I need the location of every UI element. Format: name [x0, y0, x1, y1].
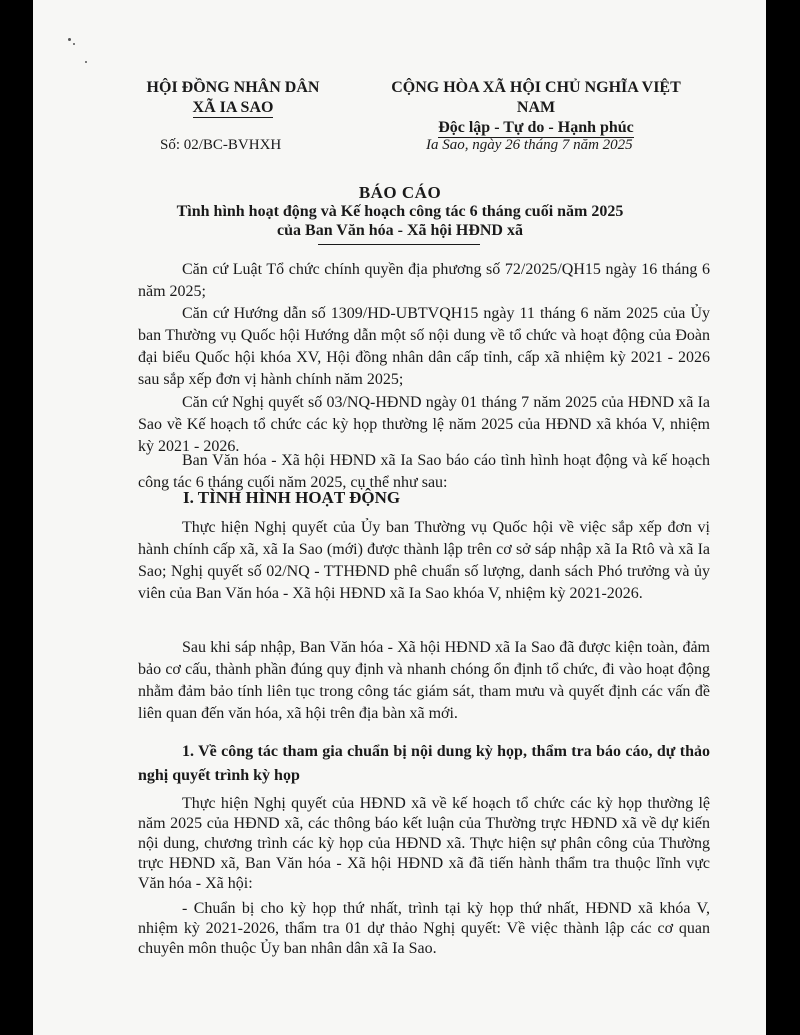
national-title: CỘNG HÒA XÃ HỘI CHỦ NGHĨA VIỆT NAM — [391, 79, 681, 116]
document-number: Số: 02/BC-BVHXH — [160, 137, 282, 153]
paragraph-activities-1: Thực hiện Nghị quyết của Ủy ban Thường vụ Quốc hội về việc sắp xếp đơn vị hành chính cấp xã, xã Ia Sao (mới) được thành lập trên cơ sở sáp nhập xã Ia Rtô và xã Ia Sao; Nghị quyết số 02/NQ - TTHĐND phê chuẩn số lượng, danh sách Phó trưởng và ủy viên của Ban Văn hóa - Xã hội HĐND xã Ia Sao khóa V, nhiệm kỳ 2021-2026. — [138, 519, 710, 602]
scan-speck — [68, 38, 71, 41]
national-motto: Độc lập - Tự do - Hạnh phúc — [438, 119, 634, 136]
paragraph-intro: Ban Văn hóa - Xã hội HĐND xã Ia Sao báo cáo tình hình hoạt động và kế hoạch công tác 6 tháng cuối năm 2025, cụ thể như sau: — [138, 452, 710, 491]
section-heading-activities: I. TÌNH HÌNH HOẠT ĐỘNG — [183, 488, 401, 507]
report-title: BÁO CÁO — [358, 183, 442, 202]
paragraph-legal-basis-2: Căn cứ Hướng dẫn số 1309/HD-UBTVQH15 ngày 11 tháng 6 năm 2025 của Ủy ban Thường vụ Quốc hội Hướng dẫn một số nội dung về tổ chức và hoạt động của Đoàn đại biểu Quốc hội khóa XV, Hội đồng nhân dân cấp tỉnh, cấp xã nhiệm kỳ 2021 - 2026 sau sắp xếp đơn vị hành chính năm 2025; — [138, 305, 710, 388]
issuer-name: HỘI ĐỒNG NHÂN DÂN — [146, 79, 320, 96]
title-underline — [318, 244, 480, 245]
paragraph-activities-2: Sau khi sáp nhập, Ban Văn hóa - Xã hội HĐND xã Ia Sao đã được kiện toàn, đảm bảo cơ cấu, thành phần đúng quy định và nhanh chóng ổn định tổ chức, đi vào hoạt động nhằm đảm bảo tính liên tục trong công tác giám sát, tham mưu và quyết định các vấn đề liên quan đến văn hóa, xã hội trên địa bàn xã mới. — [138, 639, 710, 722]
issuer-block — [143, 78, 323, 118]
report-subtitle: Tình hình hoạt động và Kế hoạch công tác 6 tháng cuối năm 2025 — [176, 203, 624, 220]
paragraph-first-session: - Chuẩn bị cho kỳ họp thứ nhất, trình tại kỳ họp thứ nhất, HĐND xã khóa V, nhiệm kỳ 2021-2026, thẩm tra 01 dự thảo Nghị quyết: Về việc thành lập các cơ quan chuyên môn thuộc Ủy ban nhân dân xã Ia Sao. — [138, 900, 710, 957]
scan-speck — [73, 43, 75, 45]
paragraph-review-work: Thực hiện Nghị quyết của HĐND xã về kế hoạch tổ chức các kỳ họp thường lệ năm 2025 của HĐND xã, các thông báo kết luận của Thường trực HĐND xã về dự kiến nội dung, chương trình các kỳ họp của HĐND xã. Thực hiện sự phân công của Thường trực HĐND xã, Ban Văn hóa - Xã hội HĐND xã đã tiến hành thẩm tra thuộc lĩnh vực Văn hóa - Xã hội: — [138, 795, 710, 892]
document-date: Ia Sao, ngày 26 tháng 7 năm 2025 — [426, 137, 633, 153]
report-subtitle-2: của Ban Văn hóa - Xã hội HĐND xã — [277, 222, 523, 239]
subsection-heading-1: 1. Về công tác tham gia chuẩn bị nội dung kỳ họp, thẩm tra báo cáo, dự thảo nghị quyết trình kỳ họp — [138, 743, 710, 784]
national-motto-block — [371, 78, 701, 138]
paragraph-legal-basis-1: Căn cứ Luật Tổ chức chính quyền địa phương số 72/2025/QH15 ngày 16 tháng 6 năm 2025; — [138, 261, 710, 300]
issuer-commune: XÃ IA SAO — [192, 99, 274, 116]
paragraph-legal-basis-3: Căn cứ Nghị quyết số 03/NQ-HĐND ngày 01 tháng 7 năm 2025 của HĐND xã Ia Sao về Kế hoạch tổ chức các kỳ họp thường lệ năm 2025 của HĐND xã khóa V, nhiệm kỳ 2021 - 2026. — [138, 394, 710, 455]
scan-speck — [85, 61, 87, 63]
